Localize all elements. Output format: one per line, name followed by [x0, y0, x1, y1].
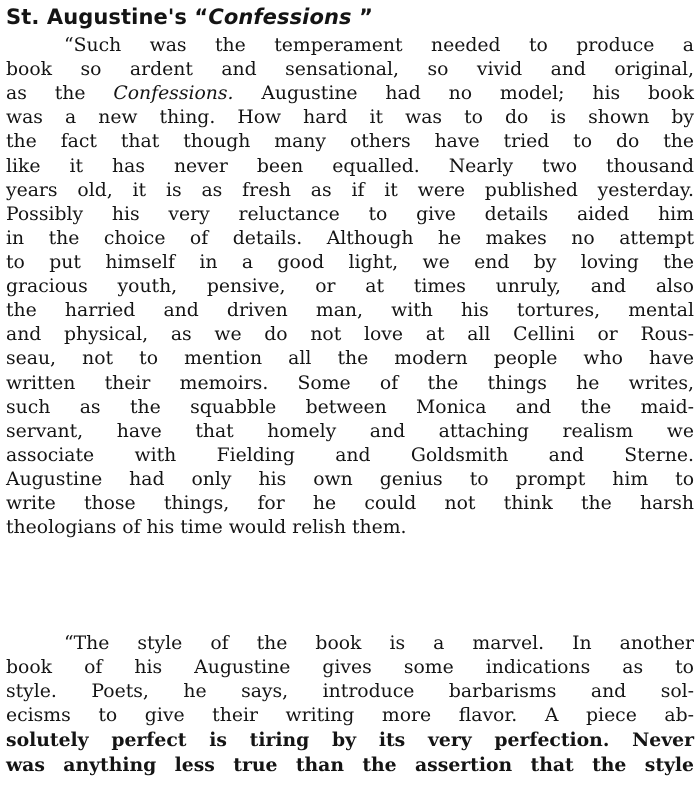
- paragraph-1-line: seau, not to mention all the modern people who have: [6, 348, 694, 370]
- heading-open-quote: “: [194, 5, 209, 29]
- paragraph-1-line: such as the squabble between Monica and the maid-: [6, 396, 694, 418]
- paragraph-2-line: ecisms to give their writing more flavor. A piece ab-: [6, 705, 694, 727]
- paragraph-1-line: like it has never been equalled. Nearly two thousand: [6, 155, 694, 177]
- paragraph-1-line: years old, it is as fresh as if it were published yesterday.: [6, 179, 694, 201]
- line-segment: as the: [6, 83, 114, 105]
- paragraph-1-line: write those things, for he could not think the harsh: [6, 493, 694, 515]
- paragraph-2-line: book of his Augustine gives some indications as to: [6, 657, 694, 679]
- paragraph-2-line: was anything less true than the assertion that the style: [6, 753, 694, 776]
- paragraph-1-line: theologians of his time would relish them.: [6, 517, 407, 539]
- paragraph-2-line: solutely perfect is tiring by its very perfection. Never: [6, 729, 694, 752]
- heading-title: Confessions: [208, 5, 352, 29]
- heading-close-quote: ”: [351, 5, 373, 29]
- heading-prefix: St. Augustine's: [6, 5, 195, 29]
- paragraph-1-line: and physical, as we do not love at all Cellini or Rous-: [6, 324, 694, 346]
- book-title-italic: Confessions.: [113, 83, 234, 105]
- paragraph-1-line: book so ardent and sensational, so vivid and original,: [6, 59, 694, 81]
- paragraph-1-line: in the choice of details. Although he makes no attempt: [6, 227, 694, 249]
- paragraph-1-line: the harried and driven man, with his tortures, mental: [6, 300, 694, 322]
- line-segment: Augustine had no model; his book: [233, 83, 694, 105]
- paragraph-1-line: associate with Fielding and Goldsmith and Sterne.: [6, 444, 694, 466]
- paragraph-2-line: “The style of the book is a marvel. In another: [64, 633, 694, 654]
- paragraph-1-line: Augustine had only his own genius to prompt him to: [6, 468, 694, 490]
- body-paragraph-1: [6, 34, 694, 540]
- body-paragraph-2: [6, 632, 694, 777]
- paragraph-1-line: [6, 82, 694, 106]
- paragraph-1-line: Possibly his very reluctance to give details aided him: [6, 203, 694, 225]
- paragraph-1-line: “Such was the temperament needed to produce a: [64, 35, 694, 56]
- article-heading: [6, 2, 373, 32]
- paragraph-1-line: gracious youth, pensive, or at times unruly, and also: [6, 276, 694, 298]
- paragraph-1-line: written their memoirs. Some of the things he writes,: [6, 372, 694, 394]
- paragraph-1-line: servant, have that homely and attaching realism we: [6, 420, 694, 442]
- paragraph-1-line: the fact that though many others have tried to do the: [6, 131, 694, 153]
- paragraph-1-line: was a new thing. How hard it was to do is shown by: [6, 107, 694, 129]
- paragraph-1-line: to put himself in a good light, we end by loving the: [6, 251, 694, 273]
- paragraph-2-line: style. Poets, he says, introduce barbarisms and sol-: [6, 681, 694, 703]
